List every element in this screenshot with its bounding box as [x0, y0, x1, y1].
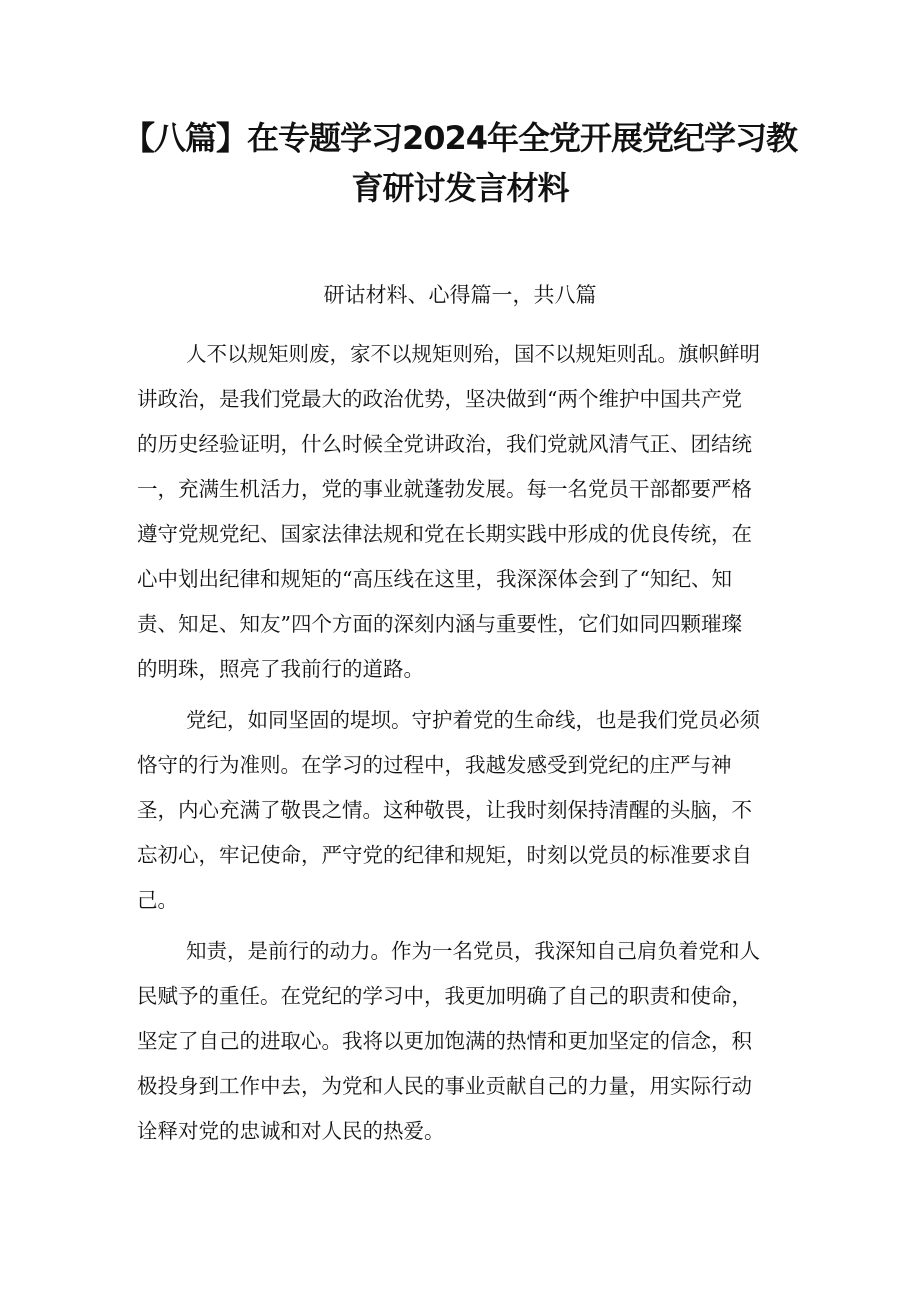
paragraph-2-line: 恪守的行为准则。在学习的过程中，我越发感受到党纪的庄严与神	[137, 753, 732, 777]
paragraph-1-line: 遵守党规党纪、国家法律法规和党在长期实践中形成的优良传统，在	[137, 522, 752, 546]
paragraph-1-line: 讲政治，是我们党最大的政治优势，坚决做到“两个维护中国共产党	[137, 387, 742, 411]
paragraph-3-line: 知责，是前行的动力。作为一名党员，我深知自己肩负着党和人	[186, 939, 760, 963]
paragraph-3-line: 诠释对党的忠诚和对人民的热爱。	[137, 1119, 445, 1143]
document-title-line-2: 育研讨发言材料	[351, 169, 569, 207]
paragraph-1-line: 的明珠，照亮了我前行的道路。	[137, 657, 424, 681]
paragraph-3-line: 民赋予的重任。在党纪的学习中，我更加明确了自己的职责和使命，	[137, 984, 752, 1008]
paragraph-2-line: 己。	[137, 888, 178, 912]
paragraph-1-line: 人不以规矩则废，家不以规矩则殆，国不以规矩则乱。旗帜鲜明	[186, 342, 760, 366]
paragraph-3-line: 极投身到工作中去，为党和人民的事业贡献自己的力量，用实际行动	[137, 1074, 752, 1098]
paragraph-2-line: 党纪，如同坚固的堤坝。守护着党的生命线，也是我们党员必须	[186, 708, 760, 732]
document-title-line-1: 【八篇】在专题学习2024年全党开展党纪学习教	[122, 119, 798, 157]
document-subtitle: 研诂材料、心得篇一，共八篇	[323, 283, 597, 307]
paragraph-1-line: 心中划出纪律和规矩的“高压线在这里，我深深体会到了“知纪、知	[137, 567, 732, 591]
paragraph-2-line: 忘初心，牢记使命，严守党的纪律和规矩，时刻以党员的标准要求自	[137, 843, 752, 867]
paragraph-1-line: 一，充满生机活力，党的事业就蓬勃发展。每一名党员干部都要严格	[137, 477, 752, 501]
paragraph-3-line: 坚定了自己的进取心。我将以更加饱满的热情和更加坚定的信念，积	[137, 1029, 752, 1053]
paragraph-1-line: 责、知足、知友”四个方面的深刻内涵与重要性，它们如同四颗璀璨	[137, 612, 742, 636]
paragraph-2-line: 圣，内心充满了敬畏之情。这种敬畏，让我时刻保持清醒的头脑，不	[137, 798, 752, 822]
paragraph-1-line: 的历史经验证明，什么时候全党讲政治，我们党就风清气正、团结统	[137, 432, 752, 456]
